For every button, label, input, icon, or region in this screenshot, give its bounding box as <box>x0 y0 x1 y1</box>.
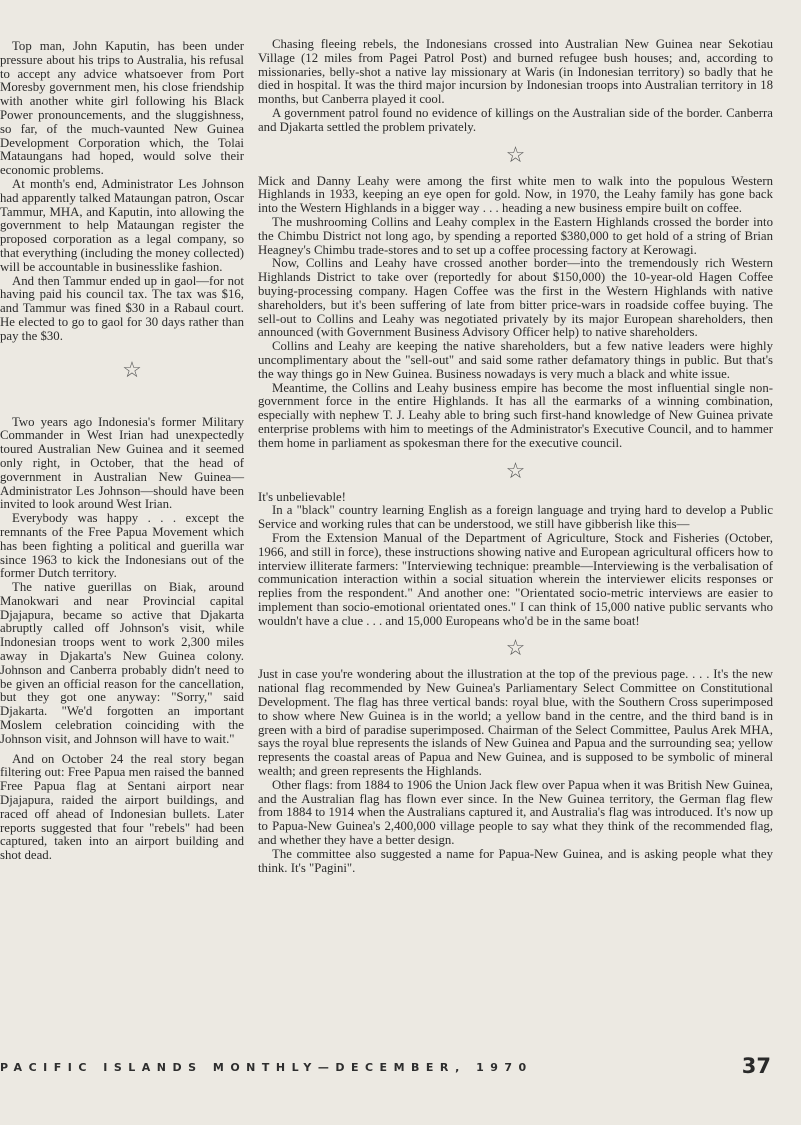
article-paragraph: The native guerillas on Biak, around Manokwari and near Provincial capital Djajapura, became so active that Djakarta abruptly called off Johnson's visit, while Indonesian troops went to work 2,300 miles away in Djakarta's New Guinea colony. Johnson and Canberra probably didn't need to be given an official reason for the cancellation, but they got one anyway: "Sorry," said Djakarta. "We'd forgotten an important Moslem celebration coinciding with the Johnson visit, and Johnson will have to wait." <box>0 580 244 746</box>
star-divider-icon: ☆ <box>505 635 526 661</box>
article-paragraph: From the Extension Manual of the Department of Agriculture, Stock and Fisheries (October, 1966, and still in force), these instructions showing native and European agricultural officers how to interview illiterate farmers: "Interviewing technique: preamble—Interviewing is the verbalisation of communication interaction within a social situation wherein the interviewer elicits responses or replies from the respondent." And another one: "Orientated socio-metric interviews are easier to implement than socio-emotional orientated ones." I can think of 15,000 native public servants who wouldn't have a clue . . . and 15,000 Europeans who'd be in the same boat! <box>258 530 773 628</box>
star-divider-icon: ☆ <box>505 457 526 483</box>
article-paragraph: Meantime, the Collins and Leahy business empire has become the most influential single non-government force in the entire Highlands. It has all the earmarks of a winning combination, especially with nephew T. J. Leahy able to bring such first-hand knowledge of New Guinea private enterprise problems with him to meetings of the Administrator's Executive Council, and to hammer them home in parliament as spokesman there for the executive council. <box>258 380 773 450</box>
article-paragraph: A government patrol found no evidence of killings on the Australian side of the border. Canberra and Djakarta settled the problem privately. <box>258 105 773 134</box>
article-paragraph: In a "black" country learning English as a foreign language and trying hard to develop a Public Service and working rules that can be understood, we still have gibberish like this— <box>258 503 773 532</box>
article-paragraph: Top man, John Kaputin, has been under pressure about his trips to Australia, his refusal to accept any advice whatsoever from Port Moresby government men, his close friendship with another white girl following his Black Power pronouncements, and the sluggishness, so far, of the much-vaunted New Guinea Development Corporation which, the Tolai Mataungans had hoped, would solve their economic problems. <box>0 39 244 178</box>
article-paragraph: Collins and Leahy are keeping the native shareholders, but a few native leaders were highly uncomplimentary about the "sell-out" and said some rather defamatory things in public. But that's the way things go in New Guinea. Business nowadays is very much a black and white issue. <box>258 339 773 381</box>
article-paragraph: And on October 24 the real story began filtering out: Free Papua men raised the banned Free Papua flag at Sentani airport near Djajapura, raided the airport buildings, and raced off ahead of Indonesian bullets. Later reports suggested that four "rebels" had been captured, taken into an airport building and shot dead. <box>0 751 244 863</box>
article-paragraph: Just in case you're wondering about the illustration at the top of the previous page. . . . It's the new national flag recommended by New Guinea's Parliamentary Select Committee on Constitutional Development. The flag has three vertical bands: royal blue, with the Southern Cross superimposed to show where New Guinea is in the world; a yellow band in the centre, and the third band is in green with a bird of paradise superimposed. Chairman of the Select Committee, Paulus Arek MHA, says the royal blue represents the islands of New Guinea and Papua and the surrounding sea; yellow represents the coastal areas of Papua and New Guinea, and is supposed to be symbolic of mineral wealth; and green represents the Highlands. <box>258 667 773 779</box>
article-paragraph: The mushrooming Collins and Leahy complex in the Eastern Highlands crossed the border into the Chimbu District not long ago, by spending a reported $380,000 to get hold of a string of Brian Heagney's Chimbu trade-stores and to set up a coffee processing factory at Kerowagi. <box>258 214 773 257</box>
article-paragraph: Other flags: from 1884 to 1906 the Union Jack flew over Papua when it was British New Guinea, and the Australian flag has flown ever since. In the New Guinea territory, the German flag flew from 1884 to 1914 when the Australians captured it, and Australia's flag was introduced. It's now up to Papua-New Guinea's 2,400,000 village people to say what they think of the recommended flag, and whether they have a better design. <box>258 777 773 848</box>
article-paragraph: Chasing fleeing rebels, the Indonesians crossed into Australian New Guinea near Sekotiau Village (12 miles from Pagei Patrol Post) and burned refugee bush houses; and, according to missionaries, belly-shot a native lay missionary at Waris (in Indonesian territory) so badly that he died in hospital. It was the third major incursion by Indonesian troops into Australian territory in 18 months, but Canberra played it cool. <box>258 37 773 107</box>
article-paragraph: Two years ago Indonesia's former Military Commander in West Irian had unexpectedly toured Australian New Guinea and it seemed only right, in October, that the head of government in Australian New Guinea—Administrator Les Johnson—should have been invited to look around West Irian. <box>0 414 244 512</box>
article-paragraph: It's unbelievable! <box>258 489 346 504</box>
page-footer <box>0 1052 801 1076</box>
article-paragraph: The committee also suggested a name for Papua-New Guinea, and is asking people what they think. It's "Pagini". <box>258 846 773 875</box>
left-column <box>0 40 244 863</box>
article-paragraph: At month's end, Administrator Les Johnson had apparently talked Mataungan patron, Oscar Tammur, MHA, and Kaputin, into allowing the government to help Mataungan register the proposed corporation as a legal company, so that everything (including the money collected) will be accountable in businesslike fashion. <box>0 176 244 274</box>
star-divider-icon: ☆ <box>122 356 142 382</box>
right-column <box>258 38 773 875</box>
article-paragraph: Mick and Danny Leahy were among the first white men to walk into the populous Western Highlands in 1933, keeping an eye open for gold. Now, in 1970, the Leahy family has gone back into the Western Highlands in a bigger way . . . heading a new business empire built on coffee. <box>258 173 773 216</box>
star-divider-icon: ☆ <box>505 141 526 167</box>
footer-masthead: PACIFIC ISLANDS MONTHLY—DECEMBER, 1970 <box>0 1061 533 1074</box>
article-paragraph: Now, Collins and Leahy have crossed another border—into the tremendously rich Western Highlands District to take over (reportedly for about $150,000) the 10-year-old Hagen Coffee buying-processing company. Hagen Coffee was the first in the Western Highlands with native shareholders, but it's been suffering of late from bitter price-wars in roadside coffee buying. The sell-out to Collins and Leahy was negotiated privately by its major European shareholders, then announced (with Government Business Advisory Officer help) to native shareholders. <box>258 256 773 340</box>
page-number: 37 <box>741 1054 771 1078</box>
article-paragraph: And then Tammur ended up in gaol—for not having paid his council tax. The tax was $16, and Tammur was fined $30 in a Rabaul court. He elected to go to gaol for 30 days rather than pay the $30. <box>0 273 244 343</box>
article-paragraph: Everybody was happy . . . except the remnants of the Free Papua Movement which has been fighting a political and guerilla war since 1963 to kick the Indonesians out of the former Dutch territory. <box>0 511 244 581</box>
